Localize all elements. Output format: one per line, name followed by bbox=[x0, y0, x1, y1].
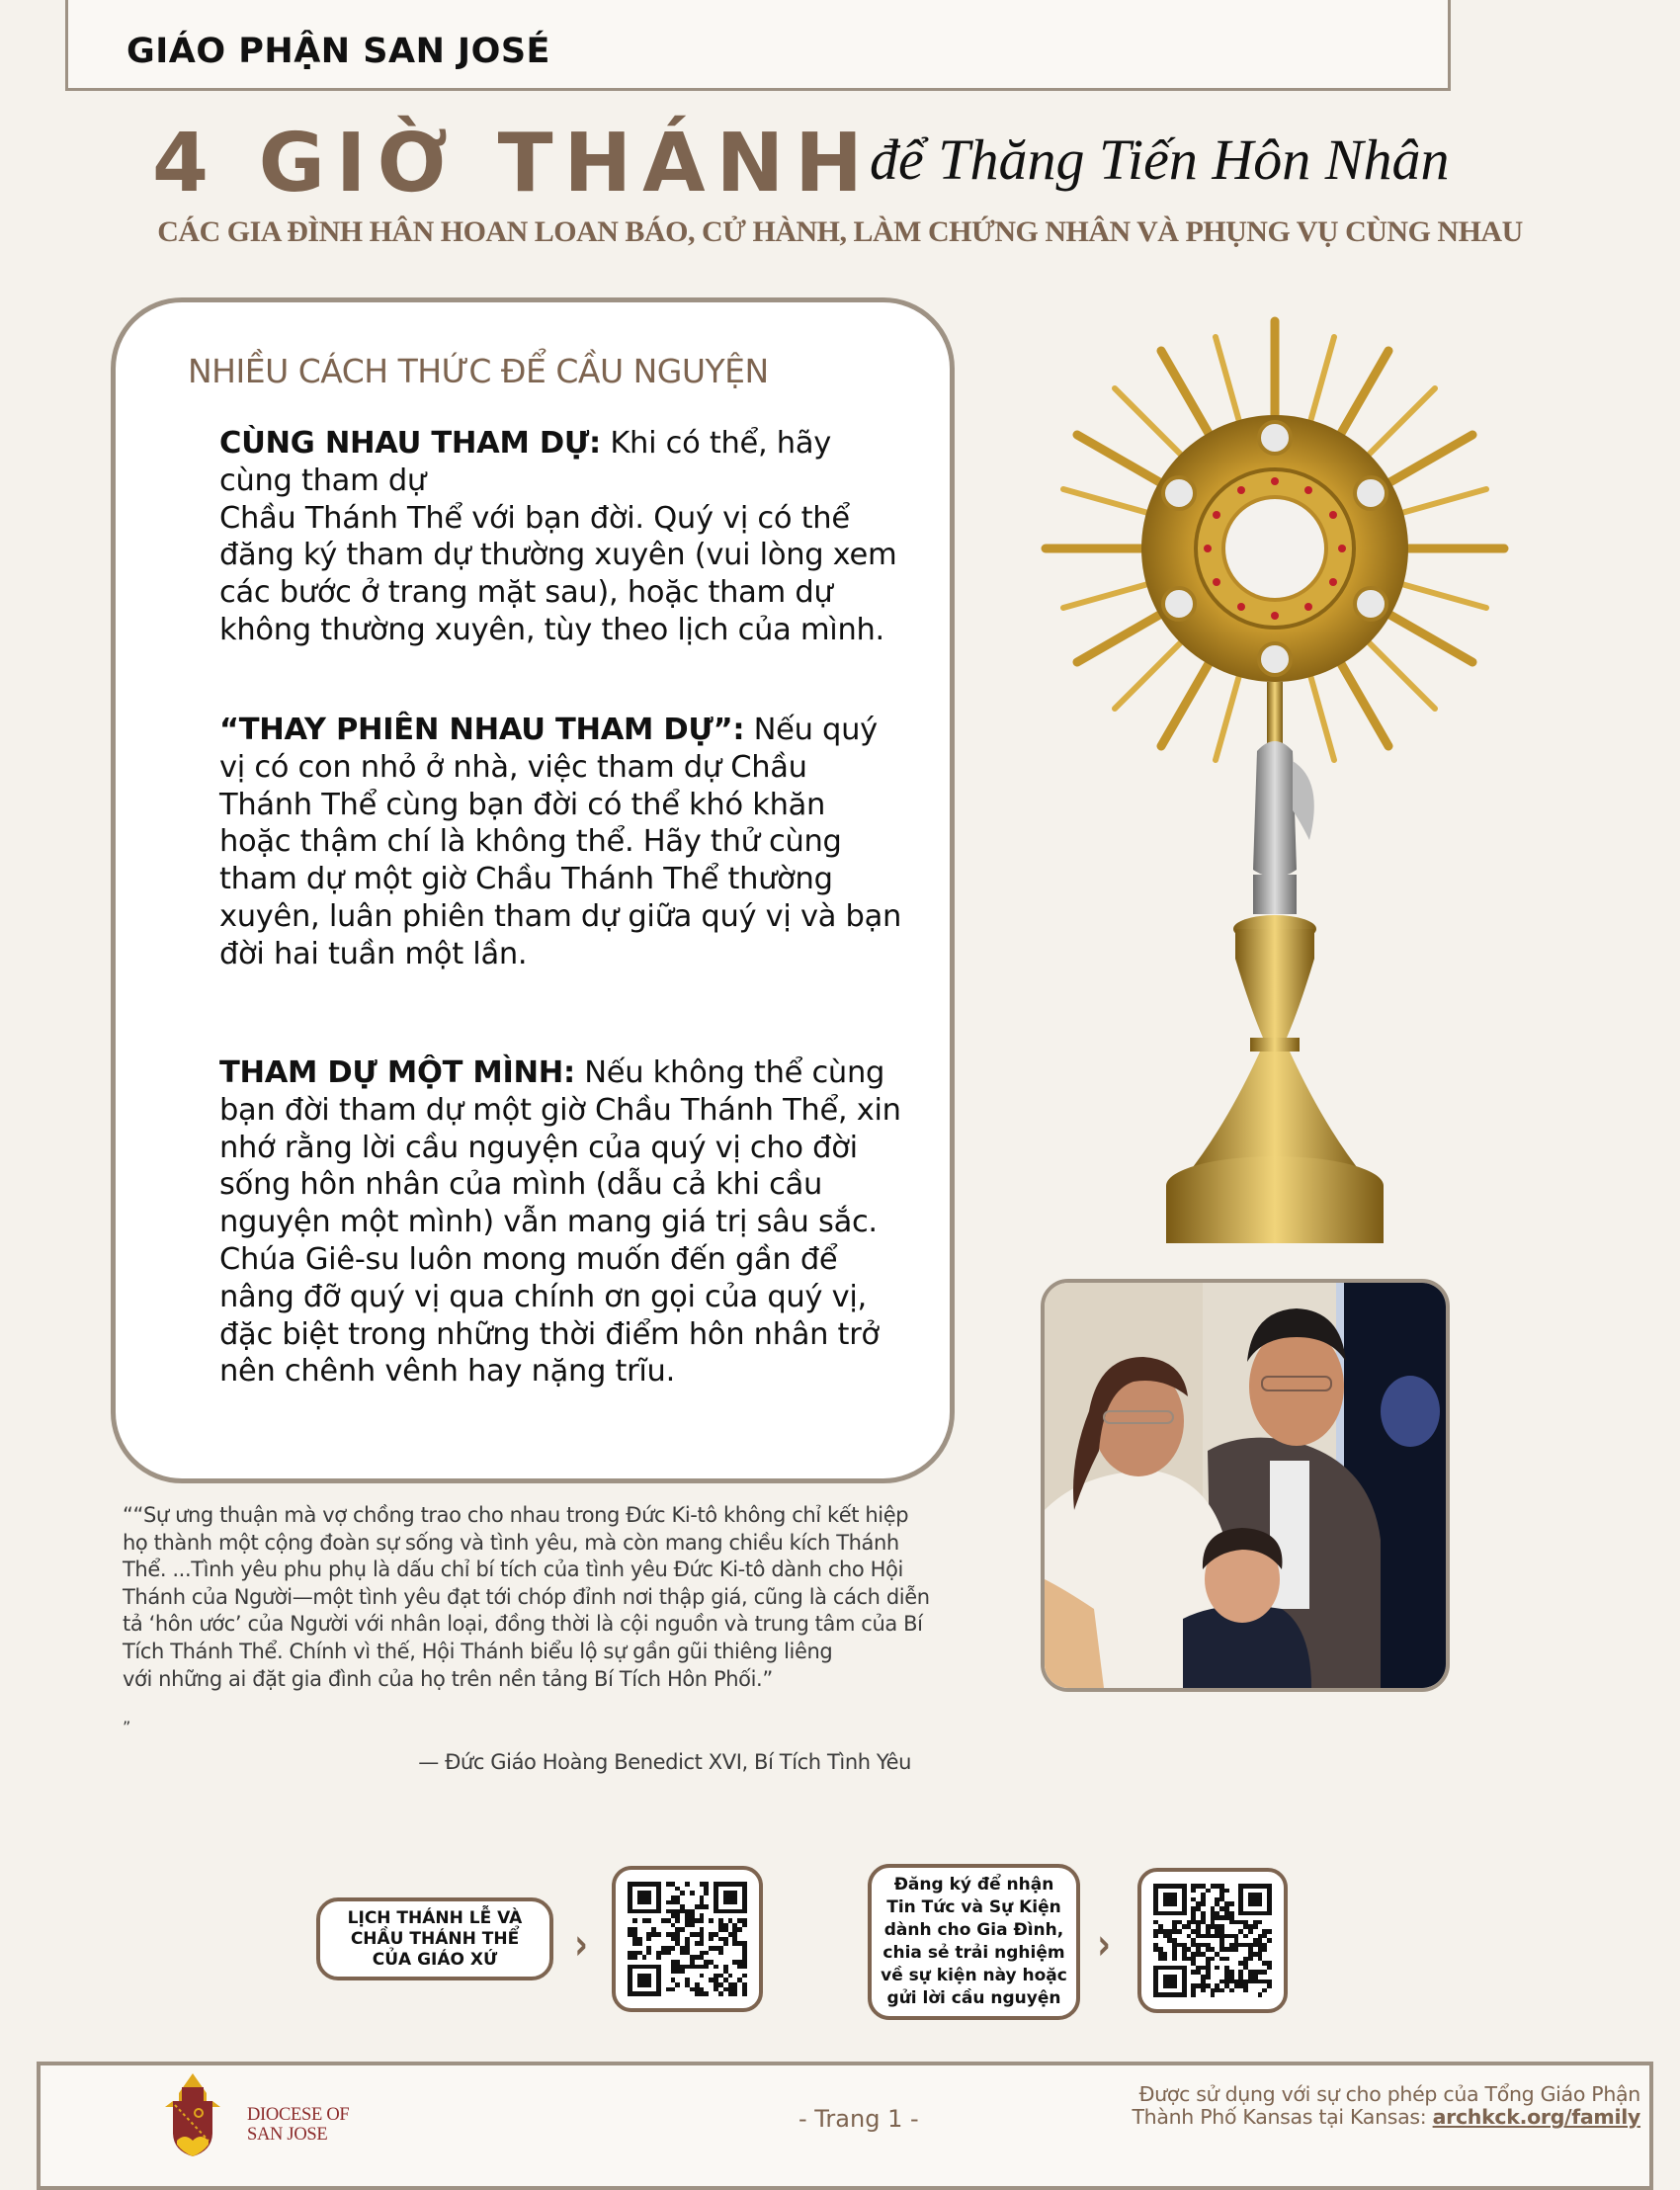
family-news-signup-box[interactable] bbox=[868, 1864, 1080, 2020]
section-text: Nếu không thể cùng bạn đời tham dự một giờ Chầu Thánh Thể, xin nhớ rằng lời cầu nguyện của quý vị cho đời sống hôn nhân của mình (dẫu cả khi cầu nguyện một mình) vẫn mang giá trị sâu sắc. Chúa Giê-su luôn mong muốn đến gần để nâng đỡ quý vị qua chính ơn gọi của quý vị, đặc biệt trong những thời điểm hôn nhân trở nên chênh vênh hay nặng trĩu. bbox=[219, 1055, 901, 1390]
quote-text-last: với những ai đặt gia đình của họ trên nền tảng Bí Tích Hôn Phối.” bbox=[123, 1666, 773, 1691]
chevron-right-icon: › bbox=[1097, 1919, 1111, 1970]
credit-text: Được sử dụng với sự cho phép của Tổng Giáo Phận bbox=[1138, 2082, 1640, 2106]
diocese-label: GIÁO PHẬN SAN JOSÉ bbox=[126, 32, 550, 71]
mass-schedule-label-box[interactable] bbox=[316, 1897, 553, 1980]
logo-line: DIOCESE OF bbox=[247, 2105, 350, 2125]
family-photo bbox=[1041, 1279, 1450, 1692]
section-text: cùng tham dự bbox=[219, 463, 426, 498]
qr-code-icon bbox=[628, 1882, 747, 1996]
chevron-right-icon: › bbox=[574, 1919, 588, 1970]
page-title-script: để Thăng Tiến Hôn Nhân bbox=[870, 127, 1450, 192]
section-text: Nếu quý vị có con nhỏ ở nhà, việc tham dự Chầu Thánh Thể cùng bạn đời có thể khó khăn hoặc thậm chí là không thể. Hãy thử cùng tham dự một giờ Chầu Thánh Thể thường xuyên, luân phiên tham dự giữa quý vị và bạn đời hai tuần một lần. bbox=[219, 713, 901, 971]
qr-code-icon bbox=[1153, 1884, 1272, 1997]
section-together bbox=[219, 425, 911, 649]
section-alternate bbox=[219, 712, 901, 973]
page-title: 4 GIỜ THÁNH bbox=[152, 117, 874, 211]
archkck-family-link[interactable]: archkck.org/family bbox=[1432, 2105, 1640, 2129]
cta-label: Đăng ký để nhận Tin Tức và Sự Kiện dành cho Gia Đình, chia sẻ trải nghiệm về sự kiện này hoặc gửi lời cầu nguyện bbox=[881, 1875, 1067, 2008]
section-text: Chầu Thánh Thể với bạn đời. Quý vị có thể đăng ký tham dự thường xuyên (vui lòng xem các bước ở trang mặt sau), hoặc tham dự không thường xuyên, tùy theo lịch của mình. bbox=[219, 500, 897, 647]
monstrance-image bbox=[1028, 316, 1522, 1245]
qr-code-mass-schedule[interactable] bbox=[612, 1866, 763, 2012]
section-label: THAM DỰ MỘT MÌNH: bbox=[219, 1055, 575, 1090]
page-subtitle: CÁC GIA ĐÌNH HÂN HOAN LOAN BÁO, CỬ HÀNH, LÀM CHỨNG NHÂN VÀ PHỤNG VỤ CÙNG NHAU bbox=[157, 215, 1523, 248]
page-number: - Trang 1 - bbox=[798, 2105, 919, 2133]
permission-credit bbox=[949, 2083, 1640, 2129]
pope-quote bbox=[123, 1502, 933, 1693]
section-label: “THAY PHIÊN NHAU THAM DỰ”: bbox=[219, 713, 745, 747]
quote-closing-mark: ” bbox=[123, 1718, 131, 1736]
cta-label: LỊCH THÁNH LỄ VÀ CHẦU THÁNH THỂ CỦA GIÁO XỨ bbox=[347, 1907, 523, 1970]
section-label: CÙNG NHAU THAM DỰ: bbox=[219, 426, 601, 461]
section-alone bbox=[219, 1054, 911, 1390]
qr-code-family-news[interactable] bbox=[1137, 1868, 1288, 2013]
credit-text: Thành Phố Kansas tại Kansas: bbox=[1132, 2105, 1433, 2129]
diocese-crest-icon bbox=[163, 2071, 222, 2158]
card-heading: NHIỀU CÁCH THỨC ĐỂ CẦU NGUYỆN bbox=[188, 352, 769, 390]
quote-text: ““Sự ưng thuận mà vợ chồng trao cho nhau trong Đức Ki-tô không chỉ kết hiệp họ thành một cộng đoàn sự sống và tình yêu, mà còn mang chiều kích Thánh Thể. ...Tình yêu phu phụ là dấu chỉ bí tích của tình yêu Đức Ki-tô dành cho Hội Thánh của Người—một tình yêu đạt tới chóp đỉnh nơi thập giá, cũng là cách diễn tả ‘hôn ước’ của Người với nhân loại, đồng thời là cội nguồn và trung tâm của Bí Tích Thánh Thể. Chính vì thế, Hội Thánh biểu lộ sự gần gũi thiêng liêng bbox=[123, 1503, 930, 1663]
section-text: Khi có thể, hãy bbox=[600, 426, 831, 461]
quote-attribution: — Đức Giáo Hoàng Benedict XVI, Bí Tích Tình Yêu bbox=[418, 1750, 911, 1774]
diocese-logo-text bbox=[247, 2105, 349, 2145]
logo-line: SAN JOSE bbox=[247, 2125, 328, 2145]
